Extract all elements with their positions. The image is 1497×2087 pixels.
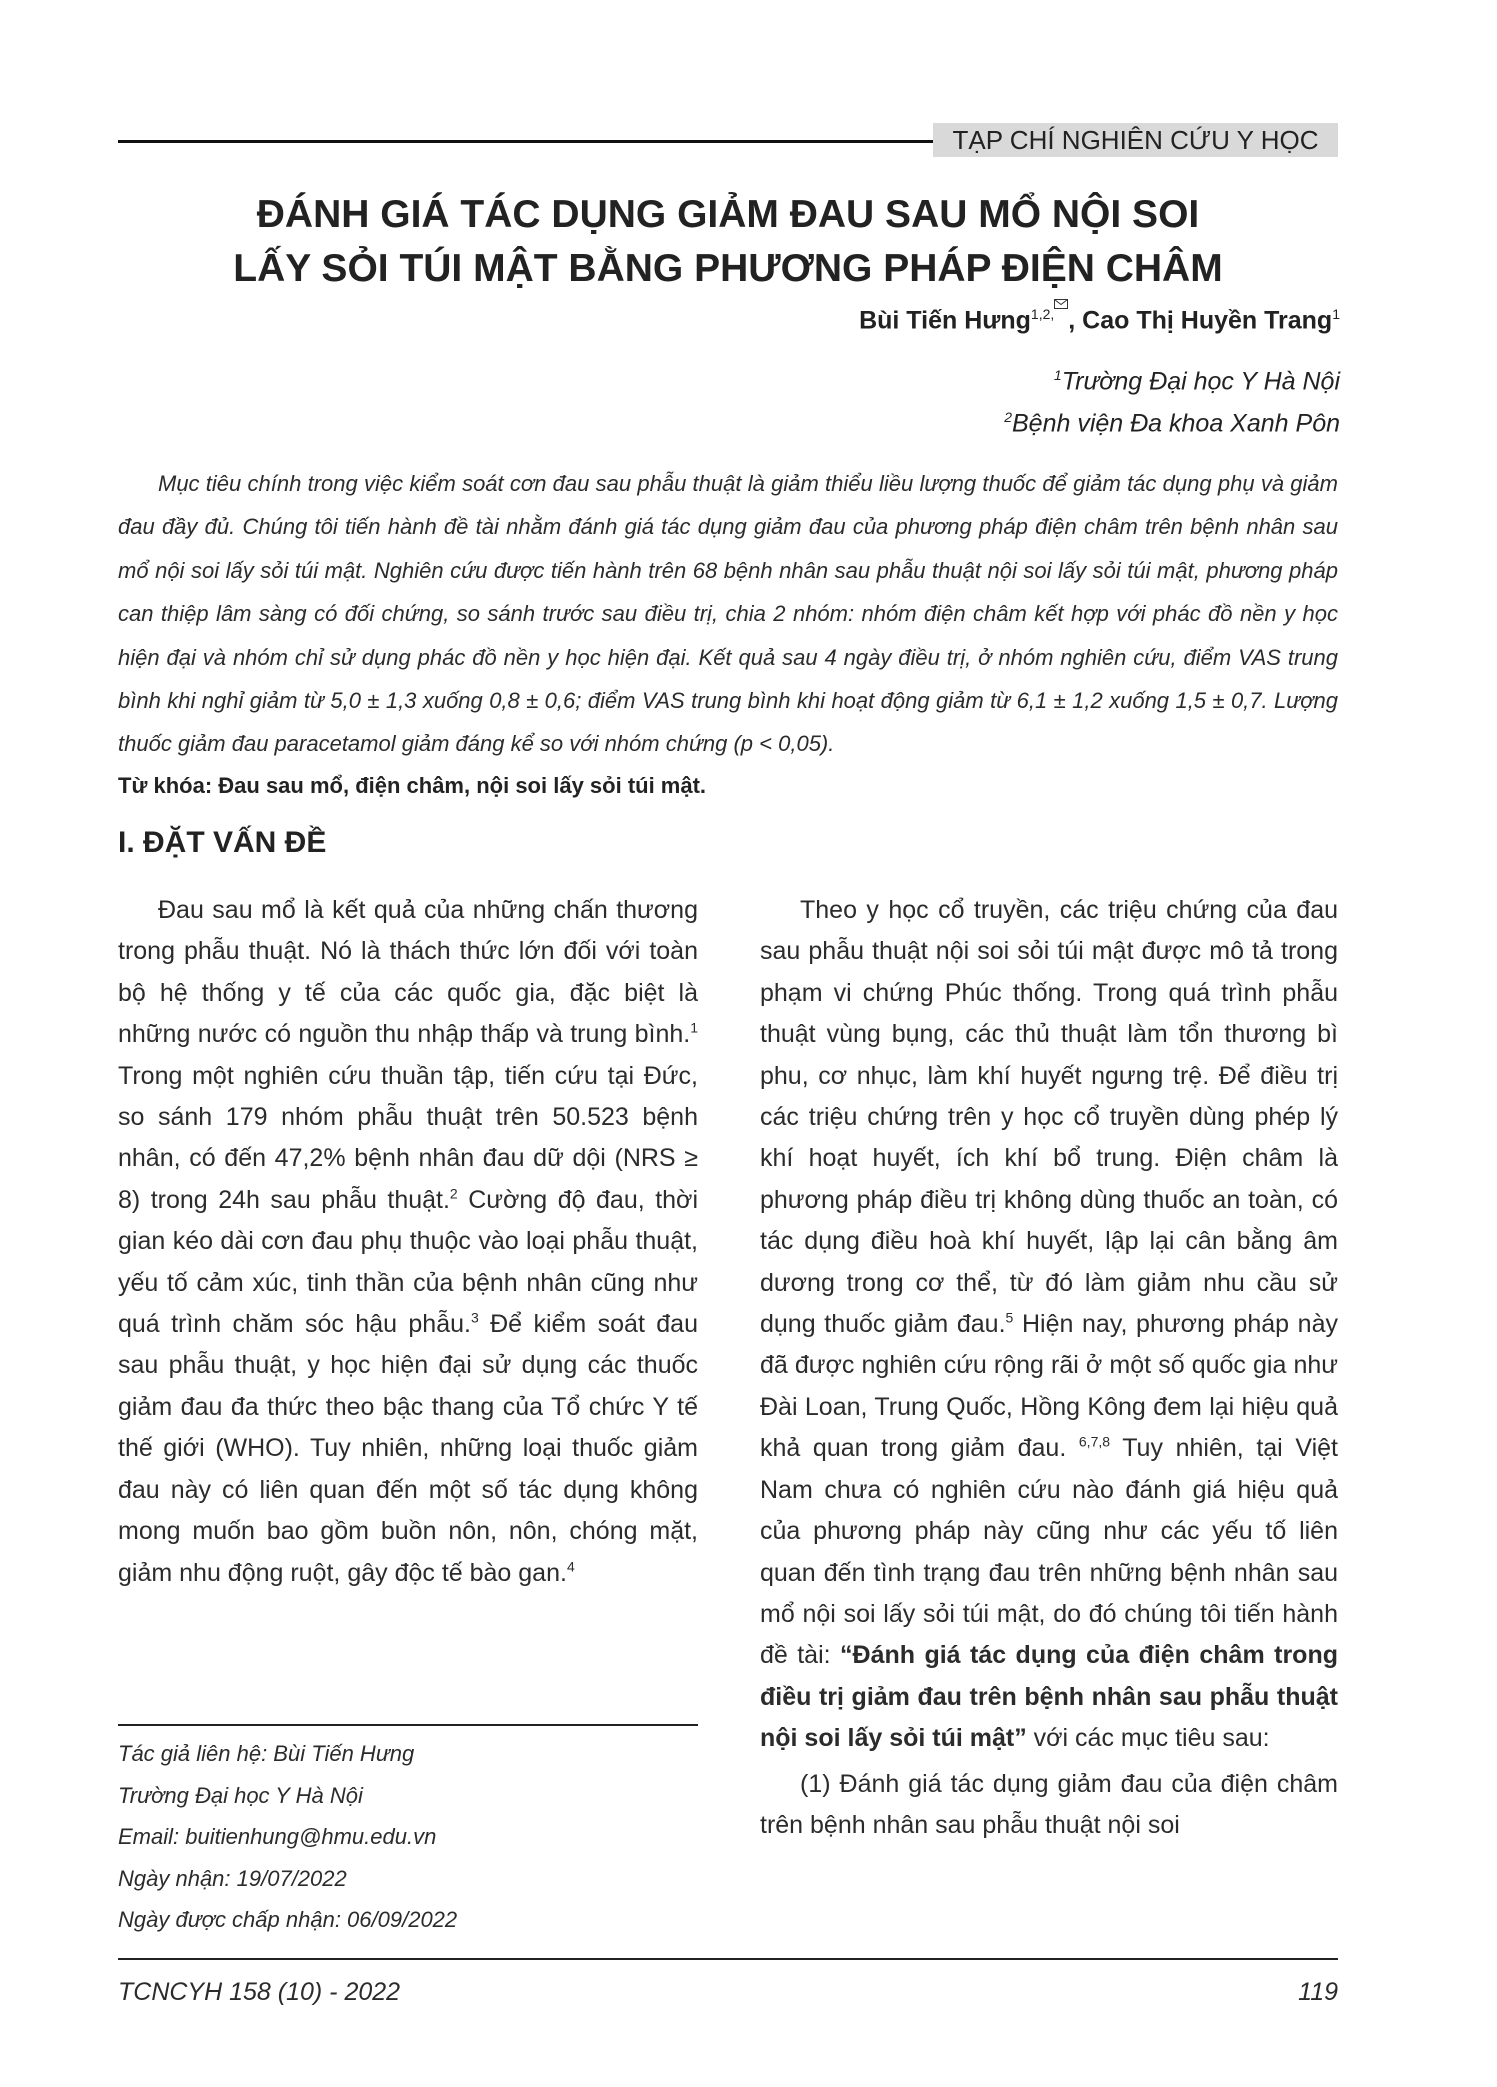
envelope-icon — [1054, 299, 1068, 309]
intro-paragraph-left: Đau sau mổ là kết quả của những chấn thương trong phẫu thuật. Nó là thách thức lớn đối với toàn bộ hệ thống y tế của các quốc gia, đặc biệt là những nước có nguồn thu nhập thấp và trung bình.$^1$ Trong một nghiên cứu thuần tập, tiến cứu tại Đức, so sánh 179 nhóm phẫu thuật trên 50.523 bệnh nhân, có đến 47,2% bệnh nhân đau dữ dội (NRS ≥ 8) trong 24h sau phẫu thuật.$^2$ Cường độ đau, thời gian kéo dài cơn đau phụ thuộc vào loại phẫu thuật, yếu tố cảm xúc, tinh thần của bệnh nhân cũng như quá trình chăm sóc hậu phẫu.$^3$ Để kiểm soát đau sau phẫu thuật, y học hiện đại sử dụng các thuốc giảm đau đa thức theo bậc thang của Tổ chức Y tế thế giới (WHO). Tuy nhiên, những loại thuốc giảm đau này có liên quan đến một số tác dụng không mong muốn bao gồm buồn nôn, nôn, chóng mặt, giảm nhu động ruột, gây độc tế bào gan.$^4$ — [118, 896, 698, 1587]
author-1: Bùi Tiến Hưng — [859, 306, 1031, 335]
author-2-affiliation: 1 — [1332, 306, 1340, 322]
study-title: “Đánh giá tác dụng của điện châm trong điều trị giảm đau trên bệnh nhân sau phẫu thuật nội soi lấy sỏi túi mật” — [760, 1641, 1338, 1753]
author-1-affiliation: 1,2, — [1031, 306, 1068, 322]
citation-ref: 4 — [566, 1558, 575, 1575]
corresponding-author: Tác giả liên hệ: Bùi Tiến Hưng — [118, 1741, 415, 1766]
journal-name: TẠP CHÍ NGHIÊN CỨU Y HỌC — [933, 123, 1338, 157]
left-column — [118, 890, 698, 1594]
section-heading: I. ĐẶT VẤN ĐỀ — [118, 826, 327, 859]
affiliation-1: $^1$Trường Đại học Y Hà Nội — [1053, 367, 1340, 396]
author-institution: Trường Đại học Y Hà Nội — [118, 1782, 363, 1808]
keywords: Từ khóa: Đau sau mổ, điện châm, nội soi lấy sỏi túi mật. — [118, 773, 707, 798]
author-separator: , — [1068, 306, 1083, 335]
article-title — [118, 188, 1338, 296]
page-number: 119 — [1298, 1978, 1338, 2006]
objective-1: (1) Đánh giá tác dụng giảm đau của điện châm trên bệnh nhân sau phẫu thuật nội soi — [760, 1769, 1338, 1839]
abstract: Mục tiêu chính trong việc kiểm soát cơn đau sau phẫu thuật là giảm thiểu liều lượng thuốc để giảm tác dụng phụ và giảm đau đầy đủ. Chúng tôi tiến hành đề tài nhằm đánh giá tác dụng giảm đau của phương pháp điện châm trên bệnh nhân sau mổ nội soi lấy sỏi túi mật. Nghiên cứu được tiến hành trên 68 bệnh nhân sau phẫu thuật nội soi lấy sỏi túi mật, phương pháp can thiệp lâm sàng có đối chứng, so sánh trước sau điều trị, chia 2 nhóm: nhóm điện châm kết hợp với phác đồ nền y học hiện đại và nhóm chỉ sử dụng phác đồ nền y học hiện đại. Kết quả sau 4 ngày điều trị, ở nhóm nghiên cứu, điểm VAS trung bình khi nghỉ giảm từ 5,0 ± 1,3 xuống 0,8 ± 0,6; điểm VAS trung bình khi hoạt động giảm từ 6,1 ± 1,2 xuống 1,5 ± 0,7. Lượng thuốc giảm đau paracetamol giảm đáng kể so với nhóm chứng (p < 0,05). — [118, 471, 1338, 757]
citation-ref: 3 — [470, 1309, 479, 1326]
header-rule — [118, 140, 933, 143]
intro-paragraph-right: Theo y học cổ truyền, các triệu chứng của đau sau phẫu thuật nội soi sỏi túi mật được mô tả trong phạm vi chứng Phúc thống. Trong quá trình phẫu thuật vùng bụng, các thủ thuật làm tổn thương bì phu, cơ nhục, làm khí huyết ngưng trệ. Để điều trị các triệu chứng trên y học cổ truyền dùng phép lý khí hoạt huyết, ích khí bổ trung. Điện châm là phương pháp điều trị không dùng thuốc an toàn, có tác dụng điều hoà khí huyết, lập lại cân bằng âm dương trong cơ thể, từ đó làm giảm nhu cầu sử dụng thuốc giảm đau.$^5$ Hiện nay, phương pháp này đã được nghiên cứu rộng rãi ở một số quốc gia như Đài Loan, Trung Quốc, Hồng Kông đem lại hiệu quả khả quan trong giảm đau. $^{6,7,8}$ Tuy nhiên, tại Việt Nam chưa có nghiên cứu nào đánh giá hiệu quả của phương pháp này cũng như các yếu tố liên quan đến tình trạng đau trên những bệnh nhân sau mổ nội soi lấy sỏi túi mật, do đó chúng tôi tiến hành đề tài: “Đánh giá tác dụng của điện châm trong điều trị giảm đau trên bệnh nhân sau phẫu thuật nội soi lấy sỏi túi mật” với các mục tiêu sau: — [760, 896, 1338, 1753]
title-line-1: ĐÁNH GIÁ TÁC DỤNG GIẢM ĐAU SAU MỔ NỘI SOI — [256, 193, 1200, 236]
affiliation-2: $^2$Bệnh viện Đa khoa Xanh Pôn — [1004, 409, 1340, 438]
citation-ref: 5 — [1005, 1309, 1014, 1326]
right-column — [760, 890, 1338, 1846]
journal-citation: TCNCYH 158 (10) - 2022 — [118, 1978, 401, 2006]
footer-rule — [118, 1958, 1338, 1960]
author-list — [859, 306, 1340, 335]
accepted-date: Ngày được chấp nhận: 06/09/2022 — [118, 1907, 458, 1932]
citation-ref: 1 — [690, 1019, 698, 1036]
citation-ref: 2 — [449, 1185, 458, 1202]
correspondence-footnote — [118, 1733, 457, 1941]
author-email: Email: buitienhung@hmu.edu.vn — [118, 1824, 437, 1849]
footnote-rule — [118, 1724, 698, 1726]
title-line-2: LẤY SỎI TÚI MẬT BẰNG PHƯƠNG PHÁP ĐIỆN CHÂM — [233, 247, 1223, 290]
author-2: Cao Thị Huyền Trang — [1082, 306, 1333, 335]
citation-ref: 6,7,8 — [1078, 1433, 1111, 1450]
received-date: Ngày nhận: 19/07/2022 — [118, 1865, 347, 1891]
